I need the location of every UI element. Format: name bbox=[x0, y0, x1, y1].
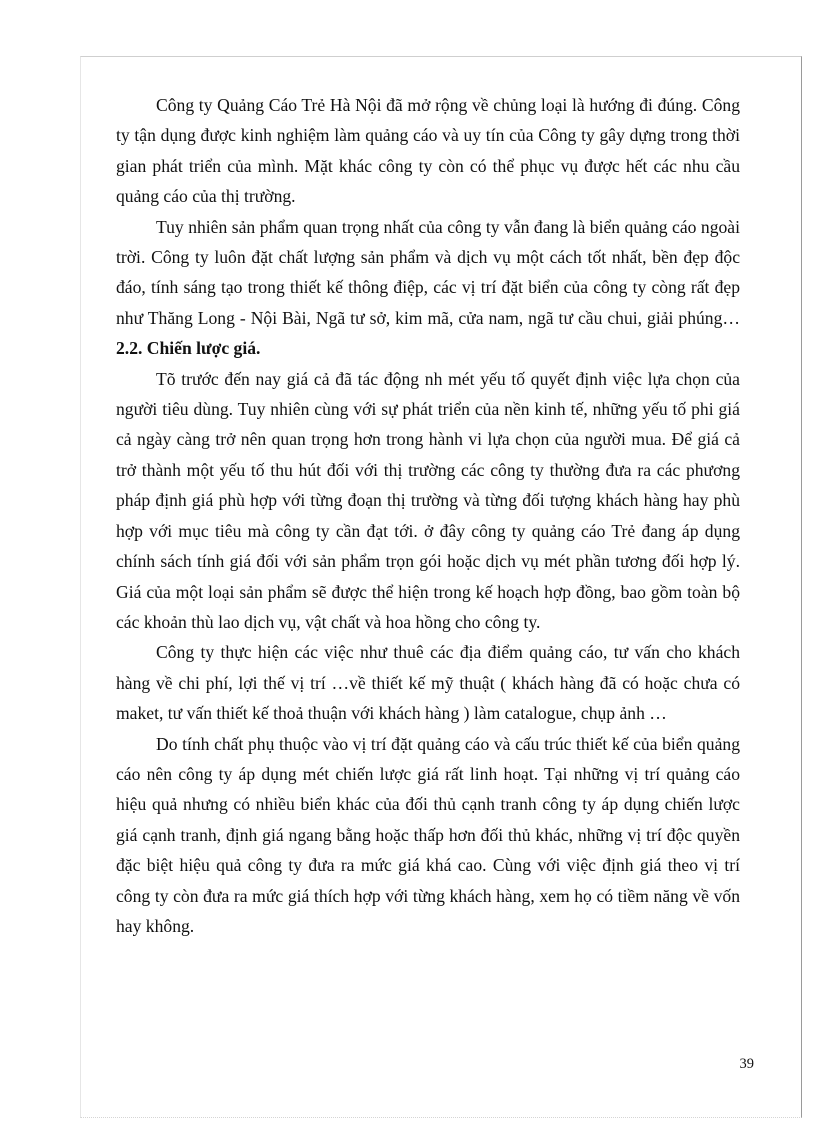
paragraph-outdoor-billboards: Tuy nhiên sản phẩm quan trọng nhất của công ty vẫn đang là biển quảng cáo ngoài trời. Công ty luôn đặt chất lượng sản phẩm và dịch vụ một cách tốt nhất, bền đẹp độc đáo, tính sáng tạo trong thiết kế thông điệp, các vị trí đặt biển của công ty còng rất đẹp như Thăng Long - Nội Bài, Ngã tư sở, kim mã, cửa nam, ngã tư cầu chui, giải phúng… bbox=[116, 216, 740, 328]
paragraph-product-range: Công ty Quảng Cáo Trẻ Hà Nội đã mở rộng về chủng loại là hướng đi đúng. Công ty tận dụng được kinh nghiệm làm quảng cáo và uy tín của Công ty gây dựng trong thời gian phát triển của mình. Mặt khác công ty còn có thể phục vụ được hết các nhu cầu quảng cáo của thị trường. bbox=[116, 95, 740, 207]
page-body bbox=[116, 90, 740, 941]
paragraph-flexible-pricing: Do tính chất phụ thuộc vào vị trí đặt quảng cáo và cấu trúc thiết kế của biển quảng cáo nên công ty áp dụng mét chiến lược giá rất linh hoạt. Tại những vị trí quảng cáo hiệu quả nhưng có nhiều biển khác của đối thủ cạnh tranh công ty áp dụng chiến lược giá cạnh tranh, định giá ngang bằng hoặc thấp hơn đối thủ khác, những vị trí độc quyền đặc biệt hiệu quả công ty đưa ra mức giá khá cao. Cùng với việc định giá theo vị trí công ty còn đưa ra mức giá thích hợp với từng khách hàng, xem họ có tiềm năng về vốn hay không. bbox=[116, 733, 740, 936]
paragraph-pricing-intro: Tõ trước đến nay giá cả đã tác động nh mét yếu tố quyết định việc lựa chọn của người tiêu dùng. Tuy nhiên cùng với sự phát triển của nền kinh tế, những yếu tố phi giá cả ngày càng trở nên quan trọng hơn trong hành vi lựa chọn của người mua. Để giá cả trở thành một yếu tố thu hút đối với thị trường các công ty thường đưa ra các phương pháp định giá phù hợp với từng đoạn thị trường và từng đối tượng khách hàng hay phù hợp với mục tiêu mà công ty cần đạt tới. ở đây công ty quảng cáo Trẻ đang áp dụng chính sách tính giá đối với sản phẩm trọn gói hoặc dịch vụ mét phần tương đối hợp lý. Giá của một loại sản phẩm sẽ được thể hiện trong kế hoạch hợp đồng, bao gồm toàn bộ các khoản thù lao dịch vụ, vật chất và hoa hồng cho công ty. bbox=[116, 368, 740, 632]
paragraph-services: Công ty thực hiện các việc như thuê các địa điểm quảng cáo, tư vấn cho khách hàng về chi phí, lợi thế vị trí …về thiết kế mỹ thuật ( khách hàng đã có hoặc chưa có maket, tư vấn thiết kế thoả thuận với khách hàng ) làm catalogue, chụp ảnh … bbox=[116, 642, 740, 724]
section-heading-pricing-strategy: 2.2. Chiến lược giá. bbox=[116, 338, 261, 359]
page-number: 39 bbox=[739, 1056, 754, 1072]
